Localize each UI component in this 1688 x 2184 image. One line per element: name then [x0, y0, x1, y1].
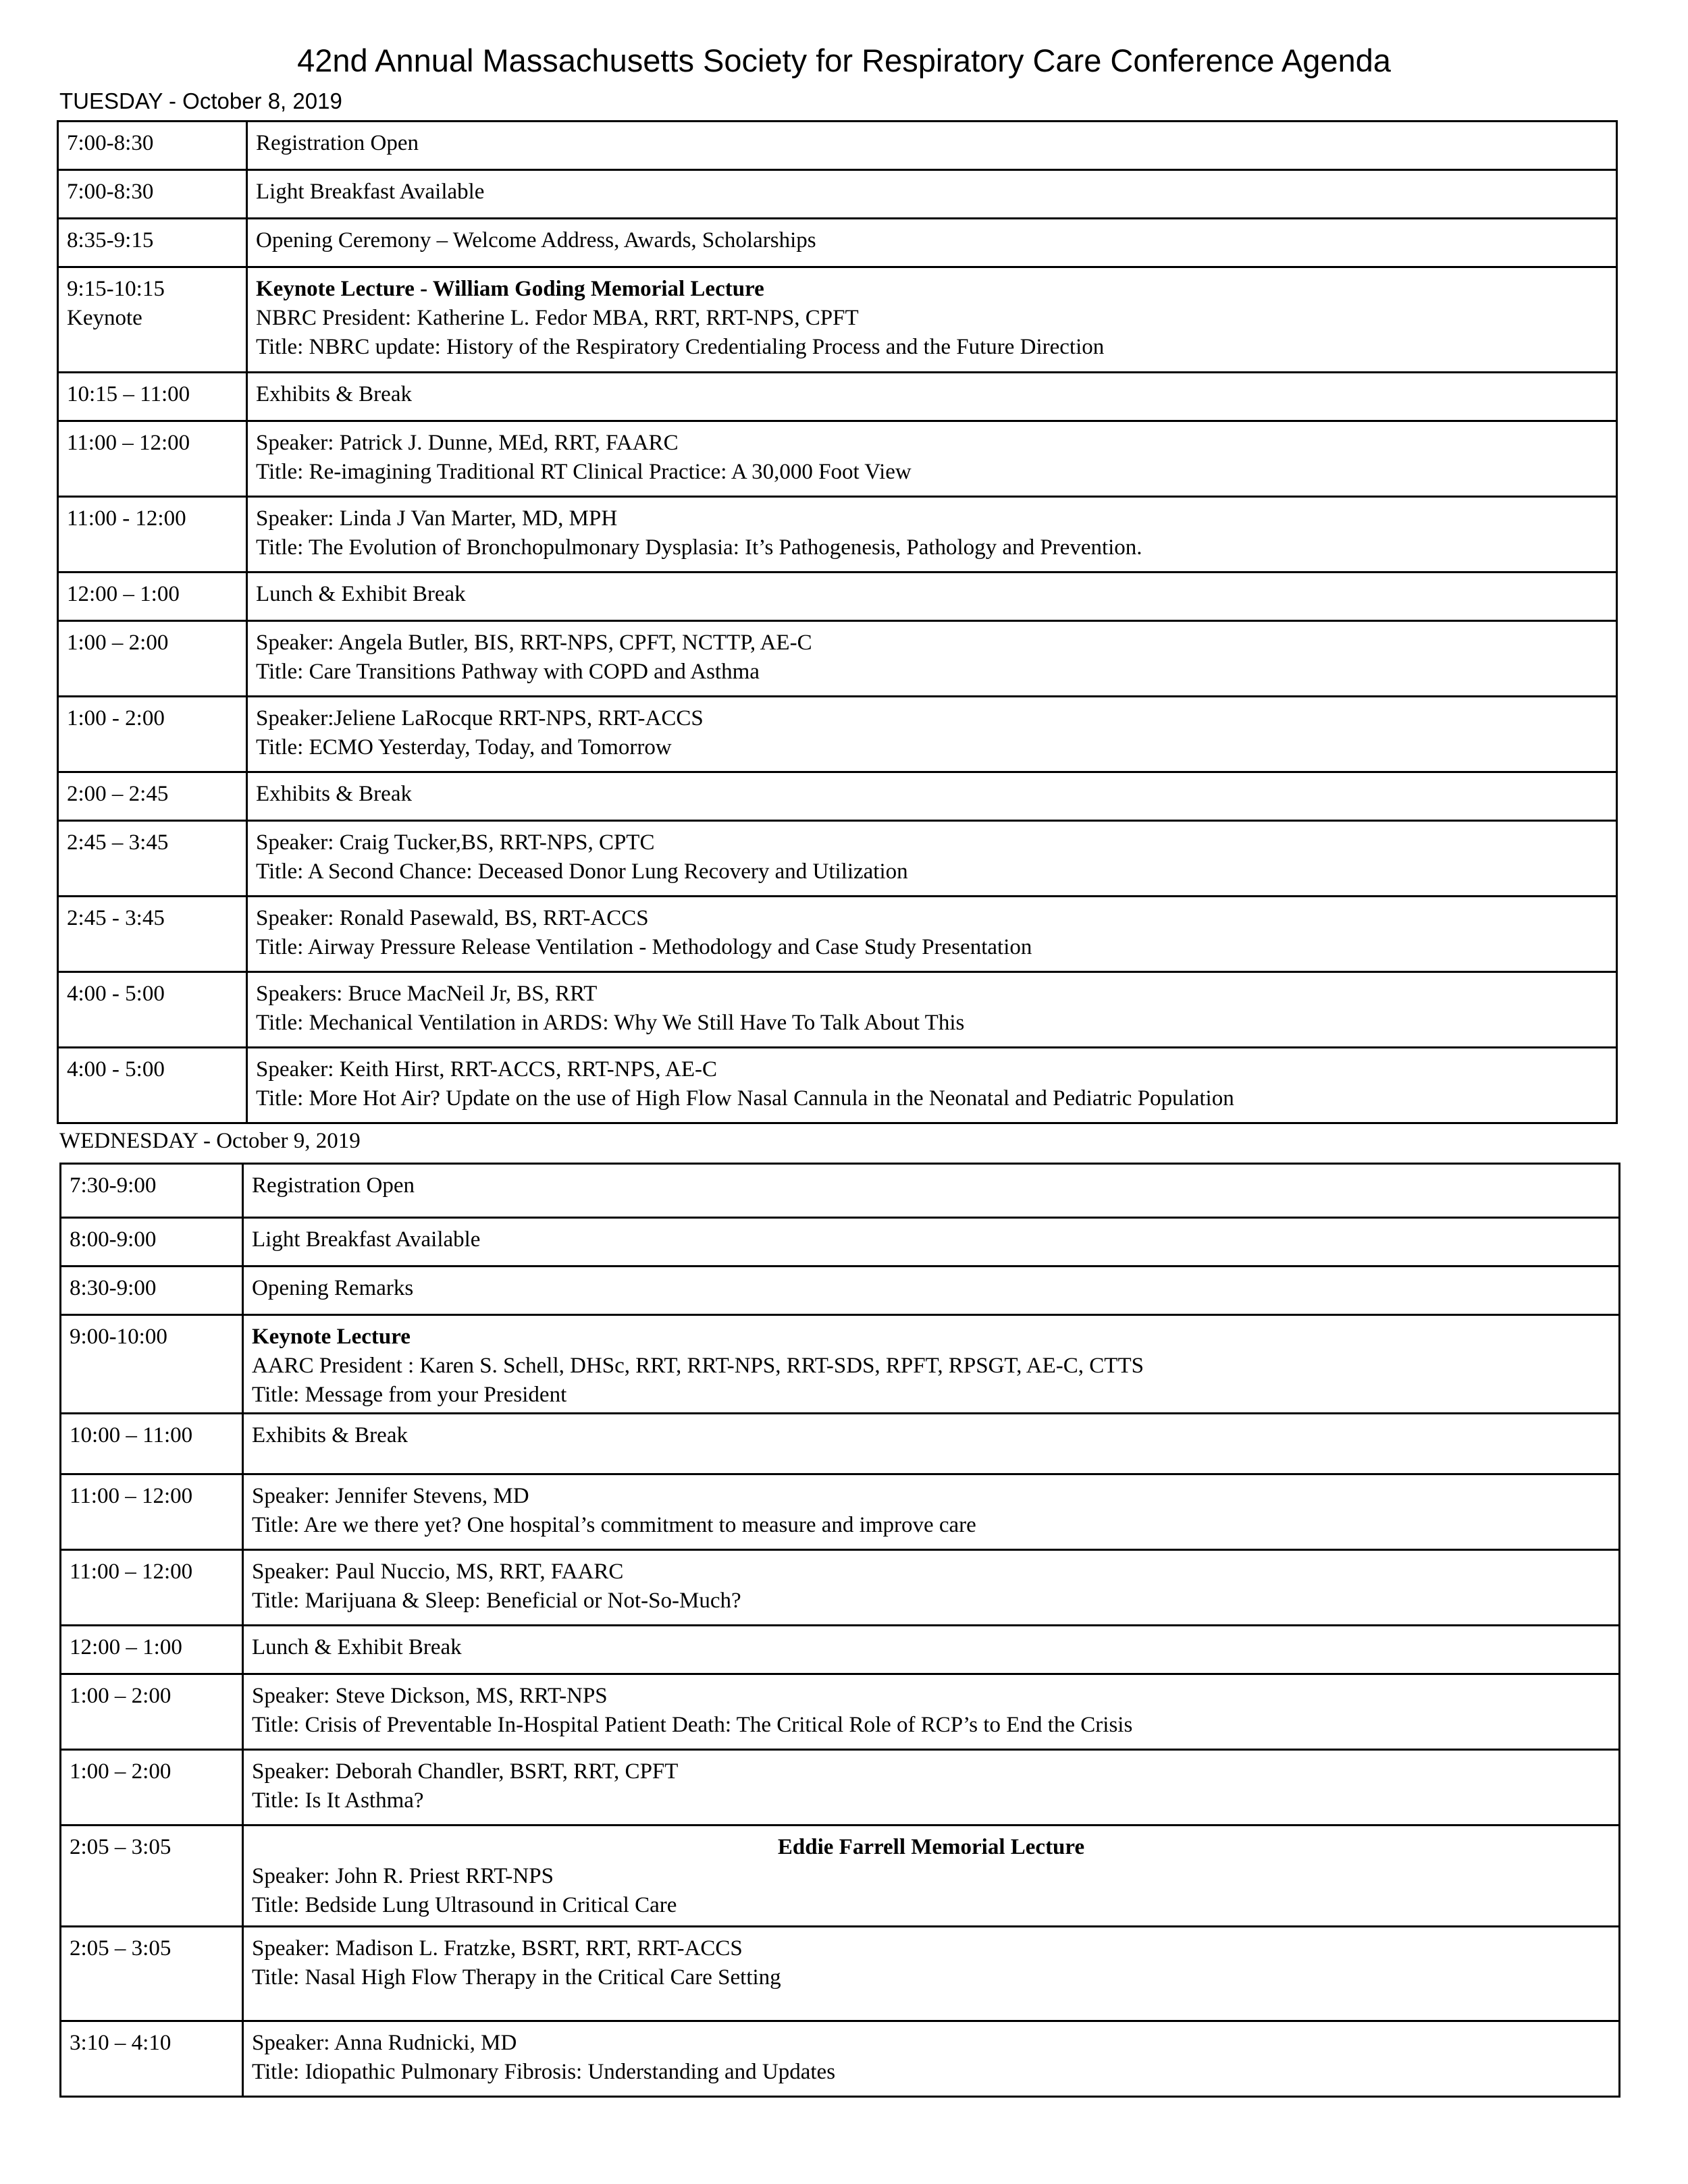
time-cell: [58, 821, 247, 897]
time-cell: [61, 1550, 243, 1626]
agenda-table-wednesday: [59, 1163, 1620, 2098]
session-cell: [243, 1474, 1620, 1550]
time-range: 2:00 – 2:45: [67, 782, 169, 806]
agenda-row: [58, 897, 1617, 972]
time-cell: [61, 1826, 243, 1927]
session-text: Speaker: Deborah Chandler, BSRT, RRT, CPFT: [252, 1759, 679, 1784]
time-range: 8:00-9:00: [70, 1227, 157, 1252]
time-range: 7:00-8:30: [67, 131, 154, 155]
session-text: Speakers: Bruce MacNeil Jr, BS, RRT: [256, 982, 598, 1006]
agenda-row: [58, 1048, 1617, 1123]
session-text: Title: Airway Pressure Release Ventilation - Methodology and Case Study Presentation: [256, 935, 1032, 959]
agenda-row: [58, 170, 1617, 219]
session-cell: [247, 821, 1617, 897]
time-cell: [61, 1750, 243, 1826]
time-cell: [58, 1048, 247, 1123]
agenda-row: [58, 621, 1617, 697]
time-range: 11:00 – 12:00: [67, 431, 190, 455]
session-text: Light Breakfast Available: [256, 180, 485, 204]
session-text: Opening Ceremony – Welcome Address, Awards, Scholarships: [256, 228, 816, 252]
session-cell: [247, 1048, 1617, 1123]
session-text: Registration Open: [252, 1173, 415, 1198]
session-text: Speaker: Anna Rudnicki, MD: [252, 2031, 517, 2055]
session-text: Exhibits & Break: [252, 1423, 408, 1447]
agenda-row: [61, 1164, 1620, 1218]
agenda-row: [61, 1826, 1620, 1927]
agenda-row: [61, 1267, 1620, 1315]
time-cell: [58, 572, 247, 621]
time-cell: [58, 621, 247, 697]
time-range: 8:35-9:15: [67, 228, 154, 252]
session-text: Lunch & Exhibit Break: [252, 1635, 462, 1659]
session-cell: [243, 2021, 1620, 2097]
session-text: Title: Nasal High Flow Therapy in the Critical Care Setting: [252, 1965, 781, 1990]
agenda-row: [61, 1626, 1620, 1674]
session-cell: [243, 1674, 1620, 1750]
session-cell: [247, 373, 1617, 421]
session-cell: [247, 572, 1617, 621]
session-cell: [247, 170, 1617, 219]
session-text: AARC President : Karen S. Schell, DHSc, RRT, RRT-NPS, RRT-SDS, RPFT, RPSGT, AE-C, CTTS: [252, 1354, 1144, 1378]
session-text: Exhibits & Break: [256, 382, 412, 406]
time-cell: [58, 122, 247, 170]
session-cell: [243, 1218, 1620, 1267]
session-cell: [243, 1315, 1620, 1414]
time-cell: [58, 267, 247, 373]
session-text: Title: Mechanical Ventilation in ARDS: Why We Still Have To Talk About This: [256, 1011, 965, 1035]
session-cell: [243, 1927, 1620, 2021]
session-cell: [243, 1414, 1620, 1474]
session-text: Title: Crisis of Preventable In-Hospital Patient Death: The Critical Role of RCP’s to End the Crisis: [252, 1713, 1133, 1737]
time-range: 1:00 – 2:00: [67, 631, 169, 655]
session-cell: [247, 267, 1617, 373]
session-text: Title: Marijuana & Sleep: Beneficial or Not-So-Much?: [252, 1589, 741, 1613]
session-cell: [247, 122, 1617, 170]
time-range: 4:00 - 5:00: [67, 982, 165, 1006]
time-range: 2:45 - 3:45: [67, 906, 165, 930]
session-heading: Eddie Farrell Memorial Lecture: [777, 1835, 1085, 1859]
session-text: Registration Open: [256, 131, 419, 155]
agenda-row: [61, 1315, 1620, 1414]
session-text: Exhibits & Break: [256, 782, 412, 806]
time-cell: [58, 421, 247, 497]
time-range: 3:10 – 4:10: [70, 2031, 172, 2055]
time-range: 10:15 – 11:00: [67, 382, 190, 406]
time-cell: [58, 170, 247, 219]
time-range: 12:00 – 1:00: [70, 1635, 182, 1659]
session-heading: Keynote Lecture - William Goding Memorial Lecture: [256, 277, 764, 301]
time-range: 1:00 – 2:00: [70, 1684, 172, 1708]
session-text: Speaker: Keith Hirst, RRT-ACCS, RRT-NPS, AE-C: [256, 1057, 717, 1082]
agenda-row: [58, 821, 1617, 897]
session-text: Speaker: Madison L. Fratzke, BSRT, RRT, RRT-ACCS: [252, 1936, 743, 1961]
session-text: Speaker:Jeliene LaRocque RRT-NPS, RRT-ACCS: [256, 706, 704, 730]
session-text: Lunch & Exhibit Break: [256, 582, 466, 606]
session-text: Title: Are we there yet? One hospital’s commitment to measure and improve care: [252, 1513, 976, 1537]
session-text: Title: ECMO Yesterday, Today, and Tomorrow: [256, 735, 672, 760]
session-cell: [247, 697, 1617, 772]
agenda-table-tuesday: [57, 120, 1618, 1124]
time-cell: [61, 1315, 243, 1414]
session-text: Speaker: Angela Butler, BIS, RRT-NPS, CPFT, NCTTP, AE-C: [256, 631, 812, 655]
session-text: Speaker: Ronald Pasewald, BS, RRT-ACCS: [256, 906, 649, 930]
time-cell: [58, 497, 247, 572]
time-range: 1:00 – 2:00: [70, 1759, 172, 1784]
session-text: Speaker: Paul Nuccio, MS, RRT, FAARC: [252, 1560, 624, 1584]
session-text: Speaker: Patrick J. Dunne, MEd, RRT, FAARC: [256, 431, 679, 455]
time-cell: [58, 697, 247, 772]
session-text: Speaker: Steve Dickson, MS, RRT-NPS: [252, 1684, 608, 1708]
session-text: Title: Re-imagining Traditional RT Clinical Practice: A 30,000 Foot View: [256, 460, 912, 484]
time-cell: [61, 2021, 243, 2097]
session-cell: [247, 897, 1617, 972]
agenda-row: [61, 1414, 1620, 1474]
agenda-row: [58, 219, 1617, 267]
session-text: Title: Is It Asthma?: [252, 1788, 424, 1813]
time-cell: [61, 1626, 243, 1674]
agenda-row: [58, 772, 1617, 821]
time-range: 7:30-9:00: [70, 1173, 157, 1198]
session-cell: [247, 621, 1617, 697]
session-text: Speaker: Linda J Van Marter, MD, MPH: [256, 506, 618, 531]
time-range: 7:00-8:30: [67, 180, 154, 204]
session-cell: [247, 219, 1617, 267]
session-text: Title: More Hot Air? Update on the use of High Flow Nasal Cannula in the Neonatal and Pediatric Population: [256, 1086, 1234, 1111]
agenda-row: [58, 972, 1617, 1048]
session-cell: [243, 1826, 1620, 1927]
session-cell: [243, 1626, 1620, 1674]
time-cell: [58, 373, 247, 421]
time-cell: [58, 972, 247, 1048]
time-range: 9:00-10:00: [70, 1325, 167, 1349]
session-text: Title: NBRC update: History of the Respiratory Credentialing Process and the Future Direction: [256, 335, 1105, 359]
time-cell: [61, 1218, 243, 1267]
session-text: Speaker: John R. Priest RRT-NPS: [252, 1864, 554, 1888]
session-cell: [243, 1164, 1620, 1218]
time-range: 11:00 - 12:00: [67, 506, 186, 531]
session-text: Title: Bedside Lung Ultrasound in Critical Care: [252, 1893, 677, 1917]
session-text: NBRC President: Katherine L. Fedor MBA, RRT, RRT-NPS, CPFT: [256, 306, 859, 330]
session-cell: [247, 497, 1617, 572]
session-text: Title: A Second Chance: Deceased Donor Lung Recovery and Utilization: [256, 859, 908, 884]
session-text: Title: Care Transitions Pathway with COPD and Asthma: [256, 660, 760, 684]
day-heading-wednesday: WEDNESDAY - October 9, 2019: [59, 1129, 361, 1153]
time-range: 8:30-9:00: [70, 1276, 157, 1300]
agenda-row: [58, 497, 1617, 572]
time-range: 2:45 – 3:45: [67, 830, 169, 855]
agenda-row: [61, 2021, 1620, 2097]
time-range: 2:05 – 3:05: [70, 1835, 172, 1859]
time-range: 9:15-10:15: [67, 277, 165, 301]
agenda-row: [58, 122, 1617, 170]
session-text: Title: The Evolution of Bronchopulmonary Dysplasia: It’s Pathogenesis, Pathology and Prevention.: [256, 535, 1142, 560]
time-cell: [61, 1927, 243, 2021]
session-text: Title: Message from your President: [252, 1383, 567, 1407]
time-range: 1:00 - 2:00: [67, 706, 165, 730]
session-cell: [247, 421, 1617, 497]
agenda-row: [58, 373, 1617, 421]
time-range: 4:00 - 5:00: [67, 1057, 165, 1082]
session-cell: [243, 1550, 1620, 1626]
agenda-row: [61, 1674, 1620, 1750]
time-cell: [58, 897, 247, 972]
time-note: Keynote: [67, 306, 142, 330]
session-text: Title: Idiopathic Pulmonary Fibrosis: Understanding and Updates: [252, 2060, 836, 2084]
session-text: Light Breakfast Available: [252, 1227, 481, 1252]
session-cell: [247, 972, 1617, 1048]
time-cell: [61, 1474, 243, 1550]
time-range: 11:00 – 12:00: [70, 1484, 193, 1508]
time-cell: [58, 219, 247, 267]
agenda-row: [61, 1927, 1620, 2021]
time-range: 2:05 – 3:05: [70, 1936, 172, 1961]
session-heading: Keynote Lecture: [252, 1325, 411, 1349]
session-cell: [243, 1267, 1620, 1315]
session-text: Speaker: Craig Tucker,BS, RRT-NPS, CPTC: [256, 830, 655, 855]
agenda-row: [58, 572, 1617, 621]
time-cell: [61, 1164, 243, 1218]
time-cell: [58, 772, 247, 821]
time-cell: [61, 1674, 243, 1750]
time-range: 12:00 – 1:00: [67, 582, 180, 606]
agenda-row: [61, 1750, 1620, 1826]
time-range: 11:00 – 12:00: [70, 1560, 193, 1584]
agenda-row: [58, 421, 1617, 497]
agenda-row: [61, 1218, 1620, 1267]
time-cell: [61, 1267, 243, 1315]
page-title: 42nd Annual Massachusetts Society for Respiratory Care Conference Agenda: [297, 43, 1391, 78]
time-cell: [61, 1414, 243, 1474]
agenda-row: [58, 697, 1617, 772]
session-cell: [243, 1750, 1620, 1826]
time-range: 10:00 – 11:00: [70, 1423, 193, 1447]
agenda-row: [61, 1550, 1620, 1626]
day-heading-tuesday: TUESDAY - October 8, 2019: [59, 88, 342, 113]
agenda-row: [61, 1474, 1620, 1550]
session-cell: [247, 772, 1617, 821]
agenda-row: [58, 267, 1617, 373]
session-text: Speaker: Jennifer Stevens, MD: [252, 1484, 529, 1508]
session-text: Opening Remarks: [252, 1276, 414, 1300]
